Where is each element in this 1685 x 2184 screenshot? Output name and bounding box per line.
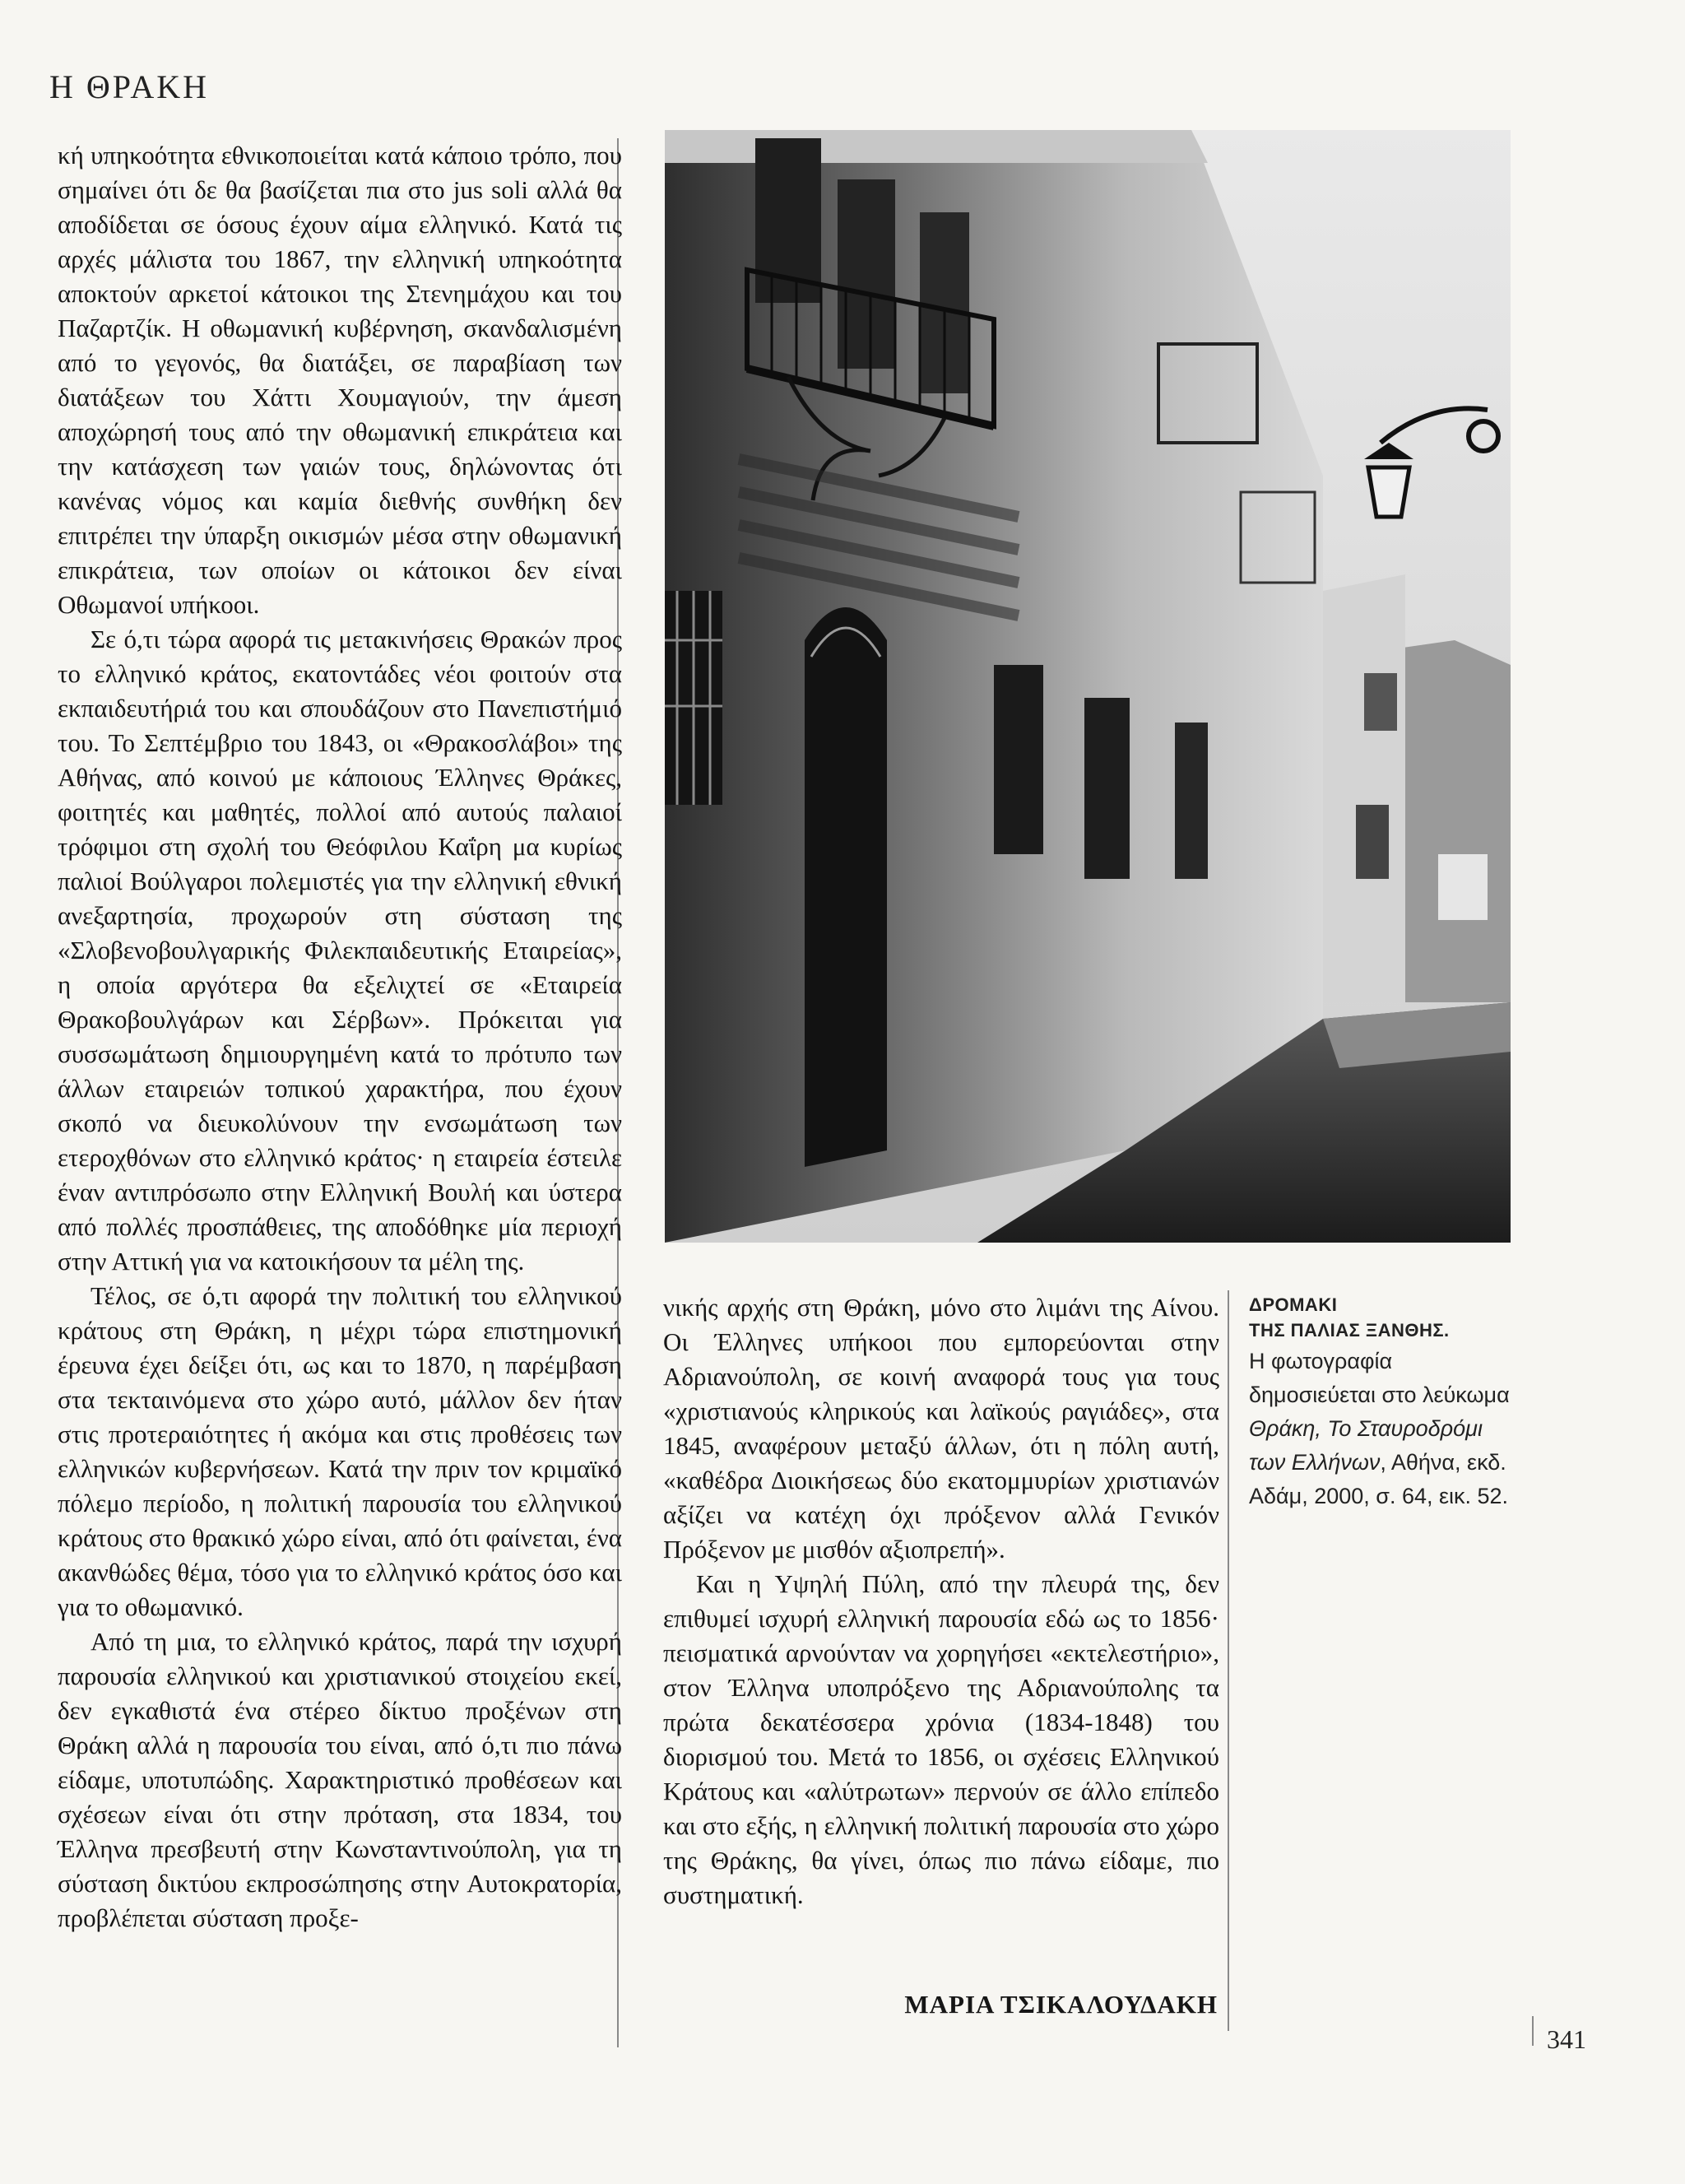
street-photo-drawing <box>665 130 1511 1243</box>
photo-caption <box>1249 1292 1520 1513</box>
caption-text: Η φωτογραφία δημοσιεύεται στο λεύκωμα <box>1249 1349 1510 1407</box>
paragraph: Από τη μια, το ελληνικό κράτος, παρά την ισχυρή παρουσία ελληνικού και χριστιανικού στοιχείου εκεί, δεν εγκαθιστά ένα στέρεο δίκτυο προξένων στη Θράκη αλλά η παρουσία του είναι, από ό,τι πιο πάνω είδαμε, υποτυπώδης. Χαρακτηριστικό προθέσεων και σχέσεων είναι ότι στην πρόταση, στα 1834, του Έλληνα πρεσβευτή στην Κωνσταντινούπολη, για τη σύσταση δικτύου εκπροσώπησης στην Αυτοκρατορία, προβλέπεται σύσταση προξε- <box>58 1627 622 1932</box>
street-photo <box>665 130 1511 1243</box>
left-text-column <box>58 138 622 1935</box>
page-number: 341 <box>1547 2024 1586 2054</box>
paragraph: νικής αρχής στη Θράκη, μόνο στο λιμάνι της Αίνου. Οι Έλληνες υπήκοοι που εμπορεύονται στην Αδριανούπολη, σε κοινή αναφορά τους για τους «χριστιανούς κληρικούς και λαϊκούς ραγιάδες», στα 1845, αναφέρουν μεταξύ άλλων, ότι η πόλη αυτή, «καθέδρα Διοικήσεως δύο εκατομμυρίων χριστιανών αξίζει να κατέχη όχι πρόξενον αλλά Γενικόν Πρόξενον με μισθόν αξιοπρεπή». <box>663 1293 1219 1564</box>
caption-text: , Αθήνα, εκδ. Αδάμ, 2000, σ. 64, εικ. 52. <box>1249 1450 1509 1508</box>
paragraph: Και η Υψηλή Πύλη, από την πλευρά της, δεν επιθυμεί ισχυρή ελληνική παρουσία εδώ ως το 1856· πεισματικά αρνούνταν να χορηγήσει «εκτελεστήριο», στον Έλληνα υποπρόξενο της Αδριανούπολης τα πρώτα δεκατέσσερα χρόνια (1834-1848) του διορισμού του. Μετά το 1856, οι σχέσεις Ελληνικού Κράτους και «αλύτρωτων» περνούν σε άλλο επίπεδο και στο εξής, η ελληνική πολιτική παρουσία στο χώρο της Θράκης, θα γίνει, όπως πιο πάνω είδαμε, πιο συστηματική. <box>663 1569 1219 1909</box>
caption-rule <box>1228 1290 1229 2031</box>
caption-title: ΤΗΣ ΠΑΛΙΑΣ ΞΑΝΘΗΣ. <box>1249 1320 1450 1341</box>
paragraph: Σε ό,τι τώρα αφορά τις μετακινήσεις Θρακών προς το ελληνικό κράτος, εκατοντάδες νέοι φοιτούν στα εκπαιδευτήριά του και σπουδάζουν στο Πανεπιστήμιό του. Το Σεπτέμβριο του 1843, οι «Θρακοσλάβοι» της Αθήνας, από κοινού με κάποιους Έλληνες Θράκες, φοιτητές και μαθητές, πολλοί από αυτούς παλαιοί τρόφιμοι στη σχολή του Θεόφιλου Καΐρη μα κυρίως παλιοί Βούλγαροι πολεμιστές για την ελληνική εθνική ανεξαρτησία, προχωρούν στη σύσταση της «Σλοβενοβουλγαρικής Φιλεκπαιδευτικής Εταιρείας», η οποία αργότερα θα εξελιχτεί σε «Εταιρεία Θρακοβουλγάρων και Σέρβων». Πρόκειται για συσσωμάτωση δημιουργημένη κατά το πρότυπο των άλλων εταιρειών τοπικού χαρακτήρα, που έχουν σκοπό να διευκολύνουν την ενσωμάτωση των ετεροχθόνων στο ελληνικό κράτος· η εταιρεία έστειλε έναν αντιπρόσωπο στην Ελληνική Βουλή και ύστερα από πολλές προσπάθειες, της αποδόθηκε μία περιοχή στην Αττική για να κατοικήσουν τα μέλη της. <box>58 625 622 1276</box>
running-head: Η ΘΡΑΚΗ <box>49 68 210 105</box>
paragraph: Τέλος, σε ό,τι αφορά την πολιτική του ελληνικού κράτους στη Θράκη, η μέχρι τώρα επιστημονική έρευνα έχει δείξει ότι, ως και το 1870, η παρέμβαση στα τεκταινόμενα στο χώρο αυτό, μάλλον δεν ήταν στις προτεραιότητες ή ακόμα και στις προθέσεις των ελληνικών κυβερνήσεων. Κατά την πριν τον κριμαϊκό πόλεμο περίοδο, η πολιτική παρουσία του ελληνικού κράτους στο θρακικό χώρο είναι, από ότι φαίνεται, ένα ακανθώδες θέμα, τόσο για το ελληνικό κράτος όσο και για το οθωμανικό. <box>58 1281 622 1621</box>
page-number-rule <box>1532 2016 1534 2046</box>
middle-text-column <box>663 1290 1219 1912</box>
caption-book-title: Θράκη, Το Σταυροδρόμι των Ελλήνων <box>1249 1416 1483 1475</box>
paragraph: κή υπηκοότητα εθνικοποιείται κατά κάποιο τρόπο, που σημαίνει ότι δε θα βασίζεται πια στο jus soli αλλά θα αποδίδεται σε όσους έχουν αίμα ελληνικό. Κατά τις αρχές μάλιστα του 1867, την ελληνική υπηκοότητα αποκτούν αρκετοί κάτοικοι της Στενημάχου και του Παζαρτζίκ. Η οθωμανική κυβέρνηση, σκανδαλισμένη από το γεγονός, θα διατάξει, σε παραβίαση των διατάξεων του Χάττι Χουμαγιούν, την άμεση αποχώρησή τους από την οθωμανική επικράτεια και την κατάσχεση των γαιών τους, δηλώνοντας ότι κανένας νόμος και καμία διεθνής συνθήκη δεν επιτρέπει την ύπαρξη οικισμών μέσα στην οθωμανική επικράτεια, των οποίων οι κάτοικοι δεν είναι Οθωμανοί υπήκοοι. <box>58 141 622 619</box>
author-signature: ΜΑΡΙΑ ΤΣΙΚΑΛΟΥΔΑΚΗ <box>904 1990 1218 2019</box>
caption-title: ΔΡΟΜΑΚΙ <box>1249 1294 1338 1315</box>
